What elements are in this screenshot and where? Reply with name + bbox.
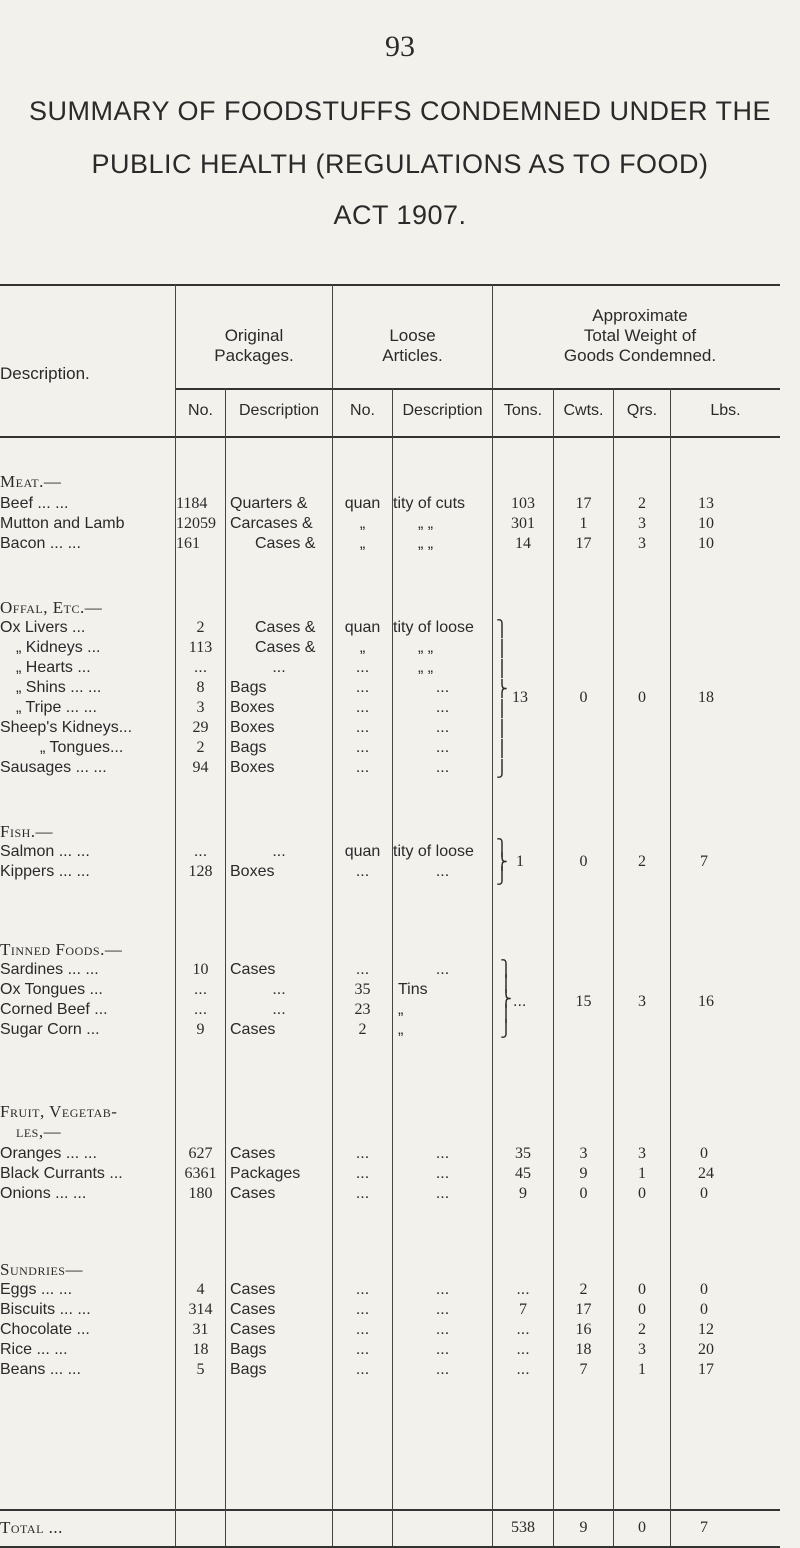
row-no: 180	[188, 1185, 213, 1202]
row-name: Mutton and Lamb	[0, 515, 125, 532]
row-loose-no: ...	[355, 1361, 370, 1378]
row-tons: 103	[511, 495, 535, 512]
row-no: 627	[188, 1145, 213, 1162]
row-desc: ...	[272, 981, 286, 998]
row-no: 6361	[184, 1165, 217, 1182]
row-loose-desc: ...	[435, 719, 450, 736]
row-loose-no: quan	[344, 495, 381, 512]
row-loose-no: ...	[355, 1185, 370, 1202]
header-original-packages: Original Packages.	[214, 326, 294, 365]
row-loose-no: quan	[344, 619, 381, 636]
col-rule	[670, 388, 671, 1546]
row-desc: Bags	[230, 1361, 267, 1378]
row-no: 2	[196, 619, 205, 636]
row-name: Salmon ... ...	[0, 843, 90, 860]
fish-lbs: 7	[700, 853, 708, 870]
row-cwts: 18	[575, 1341, 592, 1358]
row-name: „ Shins ... ...	[16, 679, 102, 696]
row-tons: ...	[516, 1321, 530, 1338]
section-label-fish: Fish.—	[0, 822, 54, 841]
row-name: Rice ... ...	[0, 1341, 68, 1358]
row-loose-desc: ...	[435, 1321, 450, 1338]
row-loose-desc: ...	[435, 699, 450, 716]
row-tons: ...	[516, 1281, 530, 1298]
row-qrs: 3	[638, 535, 646, 552]
total-qrs: 0	[638, 1519, 646, 1536]
row-loose-no: 23	[354, 1001, 371, 1018]
section-label-offal: Offal, Etc.—	[0, 598, 103, 617]
row-cwts: 7	[579, 1361, 588, 1378]
row-lbs: 20	[698, 1341, 714, 1358]
row-loose-no: „	[359, 535, 366, 552]
col-rule	[225, 388, 226, 1546]
row-loose-desc: tity of cuts	[393, 495, 466, 512]
row-desc: Boxes	[230, 699, 275, 716]
row-loose-no: ...	[355, 739, 370, 756]
row-loose-no: ...	[355, 679, 370, 696]
row-loose-no: „	[359, 515, 366, 532]
header-bottom-rule	[0, 436, 780, 438]
row-desc: Packages	[230, 1165, 301, 1182]
row-loose-no: 35	[354, 981, 371, 998]
offal-tons: 13	[512, 689, 528, 706]
header-loose-articles: Loose Articles.	[382, 326, 443, 365]
row-desc: Quarters &	[230, 495, 308, 512]
row-qrs: 1	[638, 1165, 646, 1182]
section-label-fruit: Fruit, Vegetab-	[0, 1102, 118, 1121]
row-desc: ...	[272, 843, 286, 860]
row-loose-desc: „ „	[418, 535, 434, 552]
row-tons: 45	[515, 1165, 531, 1182]
row-loose-desc: ...	[435, 759, 450, 776]
row-qrs: 1	[638, 1361, 646, 1378]
row-desc: Boxes	[230, 719, 275, 736]
row-name: Biscuits ... ...	[0, 1301, 91, 1318]
row-loose-no: ...	[355, 1281, 370, 1298]
row-tons: 35	[515, 1145, 531, 1162]
row-desc: Cases	[230, 1301, 276, 1318]
row-no: 161	[176, 535, 200, 552]
row-cwts: 16	[575, 1321, 592, 1338]
row-loose-desc: ...	[435, 863, 450, 880]
header-description: Description.	[0, 364, 90, 383]
tinned-brace: ⎫ ⎪ ⎬ ⎪ ⎭	[500, 961, 512, 1038]
row-lbs: 17	[698, 1361, 714, 1378]
row-desc: Cases	[230, 1185, 276, 1202]
row-desc: Boxes	[230, 863, 275, 880]
section-label-tinned: Tinned Foods.—	[0, 940, 123, 959]
subheader-rule	[175, 388, 780, 390]
row-name: Oranges ... ...	[0, 1145, 97, 1162]
total-label: Total ...	[0, 1518, 63, 1537]
row-loose-no: ...	[355, 1321, 370, 1338]
row-cwts: 0	[579, 1185, 588, 1202]
table-top-rule	[0, 284, 780, 286]
row-loose-no: ...	[355, 863, 370, 880]
section-label-sundries: Sundries—	[0, 1260, 83, 1279]
row-loose-no: „	[359, 639, 366, 656]
row-loose-desc: „ „	[418, 659, 434, 676]
foodstuffs-table	[0, 284, 800, 1537]
row-tons: 7	[519, 1301, 527, 1318]
row-name: Ox Livers ...	[0, 619, 86, 636]
row-name: Ox Tongues ...	[0, 981, 103, 998]
row-name: „ Tripe ... ...	[16, 699, 97, 716]
row-desc: ...	[272, 1001, 286, 1018]
row-lbs: 10	[698, 515, 714, 532]
row-name: Kippers ... ...	[0, 863, 90, 880]
row-qrs: 0	[638, 1185, 646, 1202]
fish-brace: ⎫ ⎬ ⎭	[496, 840, 508, 885]
offal-brace: ⎫ ⎪ ⎪ ⎬ ⎪ ⎪ ⎪ ⎭	[496, 621, 508, 778]
title-line-1: SUMMARY OF FOODSTUFFS CONDEMNED UNDER THE	[28, 96, 772, 126]
row-lbs: 13	[698, 495, 714, 512]
row-name: Sardines ... ...	[0, 961, 99, 978]
row-no: 9	[196, 1021, 205, 1038]
row-lbs: 0	[700, 1145, 708, 1162]
row-loose-no: quan	[344, 843, 381, 860]
subheader-cwts: Cwts.	[563, 402, 604, 419]
row-no: 8	[196, 679, 205, 696]
offal-qrs: 0	[638, 689, 646, 706]
subheader-tons: Tons.	[503, 402, 543, 419]
row-no: 128	[188, 863, 213, 880]
row-name: Beef ... ...	[0, 495, 69, 512]
tinned-qrs: 3	[638, 993, 646, 1010]
row-loose-desc: Tins	[398, 981, 428, 998]
subheader-description: Description	[238, 402, 320, 419]
tinned-tons: ...	[513, 993, 527, 1010]
row-desc: Cases	[230, 961, 276, 978]
row-cwts: 17	[575, 495, 592, 512]
row-loose-desc: tity of loose	[393, 843, 474, 860]
row-name: „ Tongues...	[40, 739, 124, 756]
row-loose-desc: „	[398, 1001, 404, 1018]
row-name: Corned Beef ...	[0, 1001, 108, 1018]
row-lbs: 0	[700, 1281, 708, 1298]
row-qrs: 3	[638, 1341, 646, 1358]
row-loose-no: ...	[355, 961, 370, 978]
row-no: 12059	[176, 515, 216, 532]
row-loose-desc: ...	[435, 1145, 450, 1162]
row-name: Sugar Corn ...	[0, 1021, 100, 1038]
row-lbs: 0	[700, 1301, 708, 1318]
row-no: ...	[193, 843, 208, 860]
row-no: 1184	[176, 495, 208, 512]
row-loose-desc: ...	[435, 1341, 450, 1358]
section-label-fruit-2: les,—	[16, 1122, 62, 1141]
subheader-description-loose: Description	[402, 402, 483, 419]
total-tons: 538	[511, 1519, 535, 1536]
row-desc: Cases &	[255, 639, 316, 656]
header-approx-weight: Approximate Total Weight of Goods Condemned.	[563, 306, 717, 365]
row-qrs: 3	[638, 515, 646, 532]
subheader-qrs: Qrs.	[626, 402, 658, 419]
row-tons: 14	[515, 535, 531, 552]
row-name: Onions ... ...	[0, 1185, 87, 1202]
row-loose-desc: „	[398, 1021, 404, 1038]
section-label-meat: Meat.—	[0, 472, 62, 491]
row-loose-desc: ...	[435, 961, 450, 978]
row-name: Sheep's Kidneys...	[0, 719, 133, 736]
row-desc: Cases	[230, 1321, 276, 1338]
row-name: Sausages ... ...	[0, 759, 107, 776]
row-desc: Cases	[230, 1145, 276, 1162]
row-loose-no: ...	[355, 759, 370, 776]
row-cwts: 2	[579, 1281, 588, 1298]
row-no: 18	[192, 1341, 209, 1358]
row-tons: ...	[516, 1341, 530, 1358]
title-line-2: PUBLIC HEALTH (REGULATIONS AS TO FOOD)	[91, 149, 709, 179]
fish-qrs: 2	[638, 853, 646, 870]
row-no: 2	[196, 739, 205, 756]
row-lbs: 12	[698, 1321, 714, 1338]
row-desc: Bags	[230, 679, 267, 696]
row-loose-desc: ...	[435, 1185, 450, 1202]
tinned-lbs: 16	[698, 993, 714, 1010]
row-name: „ Hearts ...	[16, 659, 91, 676]
row-loose-desc: „ „	[418, 515, 434, 532]
row-loose-no: ...	[355, 1301, 370, 1318]
row-desc: Cases &	[255, 619, 316, 636]
row-cwts: 17	[575, 1301, 592, 1318]
row-desc: Bags	[230, 739, 267, 756]
row-qrs: 3	[638, 1145, 646, 1162]
subheader-no: No.	[188, 402, 213, 419]
row-lbs: 10	[698, 535, 714, 552]
row-no: ...	[193, 981, 208, 998]
row-loose-desc: tity of loose	[393, 619, 474, 636]
row-name: Eggs ... ...	[0, 1281, 73, 1298]
row-desc: Cases	[230, 1021, 276, 1038]
row-no: 94	[192, 759, 209, 776]
row-cwts: 9	[579, 1165, 588, 1182]
row-no: 113	[188, 639, 213, 656]
row-no: 4	[196, 1281, 205, 1298]
row-cwts: 17	[575, 535, 592, 552]
row-no: 5	[196, 1361, 205, 1378]
subheader-lbs: Lbs.	[710, 402, 741, 419]
fish-tons: 1	[516, 853, 524, 870]
total-cwts: 9	[579, 1519, 588, 1536]
row-qrs: 2	[638, 1321, 646, 1338]
row-loose-no: ...	[355, 1165, 370, 1182]
row-loose-desc: ...	[435, 679, 450, 696]
offal-cwts: 0	[579, 689, 588, 706]
tinned-cwts: 15	[575, 993, 592, 1010]
row-tons: ...	[516, 1361, 530, 1378]
row-cwts: 1	[579, 515, 588, 532]
row-loose-no: ...	[355, 1341, 370, 1358]
row-name: Bacon ... ...	[0, 535, 81, 552]
row-no: 3	[196, 699, 205, 716]
row-desc: Bags	[230, 1341, 267, 1358]
row-loose-no: ...	[355, 1145, 370, 1162]
row-desc: ...	[272, 659, 286, 676]
total-lbs: 7	[700, 1519, 708, 1536]
row-name: „ Kidneys ...	[16, 639, 101, 656]
row-desc: Cases	[230, 1281, 276, 1298]
row-loose-no: ...	[355, 699, 370, 716]
row-name: Black Currants ...	[0, 1165, 123, 1182]
row-loose-desc: ...	[435, 1281, 450, 1298]
row-loose-no: ...	[355, 719, 370, 736]
row-lbs: 24	[698, 1165, 714, 1182]
row-desc: Carcases &	[230, 515, 313, 532]
row-lbs: 0	[700, 1185, 708, 1202]
row-loose-desc: ...	[435, 739, 450, 756]
row-no: ...	[193, 1001, 208, 1018]
row-cwts: 3	[579, 1145, 588, 1162]
row-loose-desc: ...	[435, 1165, 450, 1182]
row-loose-desc: „ „	[418, 639, 434, 656]
page-number: 93	[385, 30, 415, 63]
row-loose-no: ...	[355, 659, 370, 676]
title-line-3: ACT 1907.	[333, 200, 467, 230]
row-tons: 9	[519, 1185, 527, 1202]
offal-lbs: 18	[698, 689, 714, 706]
row-no: 29	[192, 719, 209, 736]
row-qrs: 2	[638, 495, 646, 512]
row-loose-no: 2	[358, 1021, 367, 1038]
row-desc: Boxes	[230, 759, 275, 776]
row-qrs: 0	[638, 1281, 646, 1298]
row-name: Beans ... ...	[0, 1361, 81, 1378]
row-loose-desc: ...	[435, 1301, 450, 1318]
row-name: Chocolate ...	[0, 1321, 90, 1338]
row-tons: 301	[511, 515, 535, 532]
row-no: 10	[192, 961, 209, 978]
row-desc: Cases &	[255, 535, 316, 552]
row-no: ...	[193, 659, 208, 676]
row-qrs: 0	[638, 1301, 646, 1318]
total-top-rule	[0, 1509, 780, 1511]
fish-cwts: 0	[579, 853, 588, 870]
row-no: 314	[188, 1301, 213, 1318]
row-no: 31	[192, 1321, 209, 1338]
row-loose-desc: ...	[435, 1361, 450, 1378]
subheader-no-loose: No.	[350, 402, 375, 419]
